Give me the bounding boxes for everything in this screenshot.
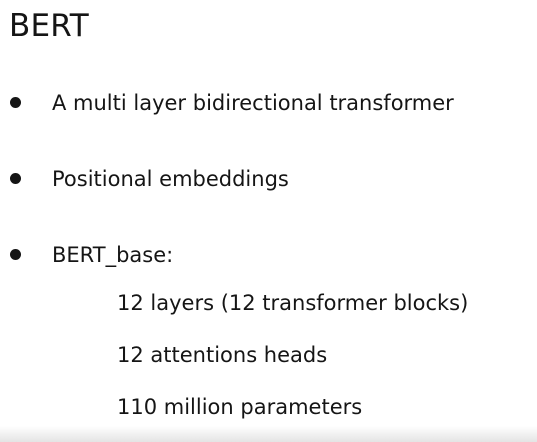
bullet-dot-icon: [10, 97, 21, 108]
bullet-text: A multi layer bidirectional transformer: [52, 91, 454, 115]
bullet-item: [0, 164, 537, 194]
sub-item-heads: 12 attentions heads: [117, 343, 328, 367]
sub-item-parameters: 110 million parameters: [117, 395, 363, 419]
bullet-text: Positional embeddings: [52, 167, 289, 191]
bottom-shade: [0, 426, 537, 442]
bullet-item: [0, 88, 537, 118]
bullet-dot-icon: [10, 249, 21, 260]
sub-item-layers: 12 layers (12 transformer blocks): [117, 291, 469, 315]
bullet-text: BERT_base:: [52, 243, 174, 267]
slide-title: BERT: [9, 8, 89, 44]
bullet-dot-icon: [10, 173, 21, 184]
bullet-item: [0, 240, 537, 270]
